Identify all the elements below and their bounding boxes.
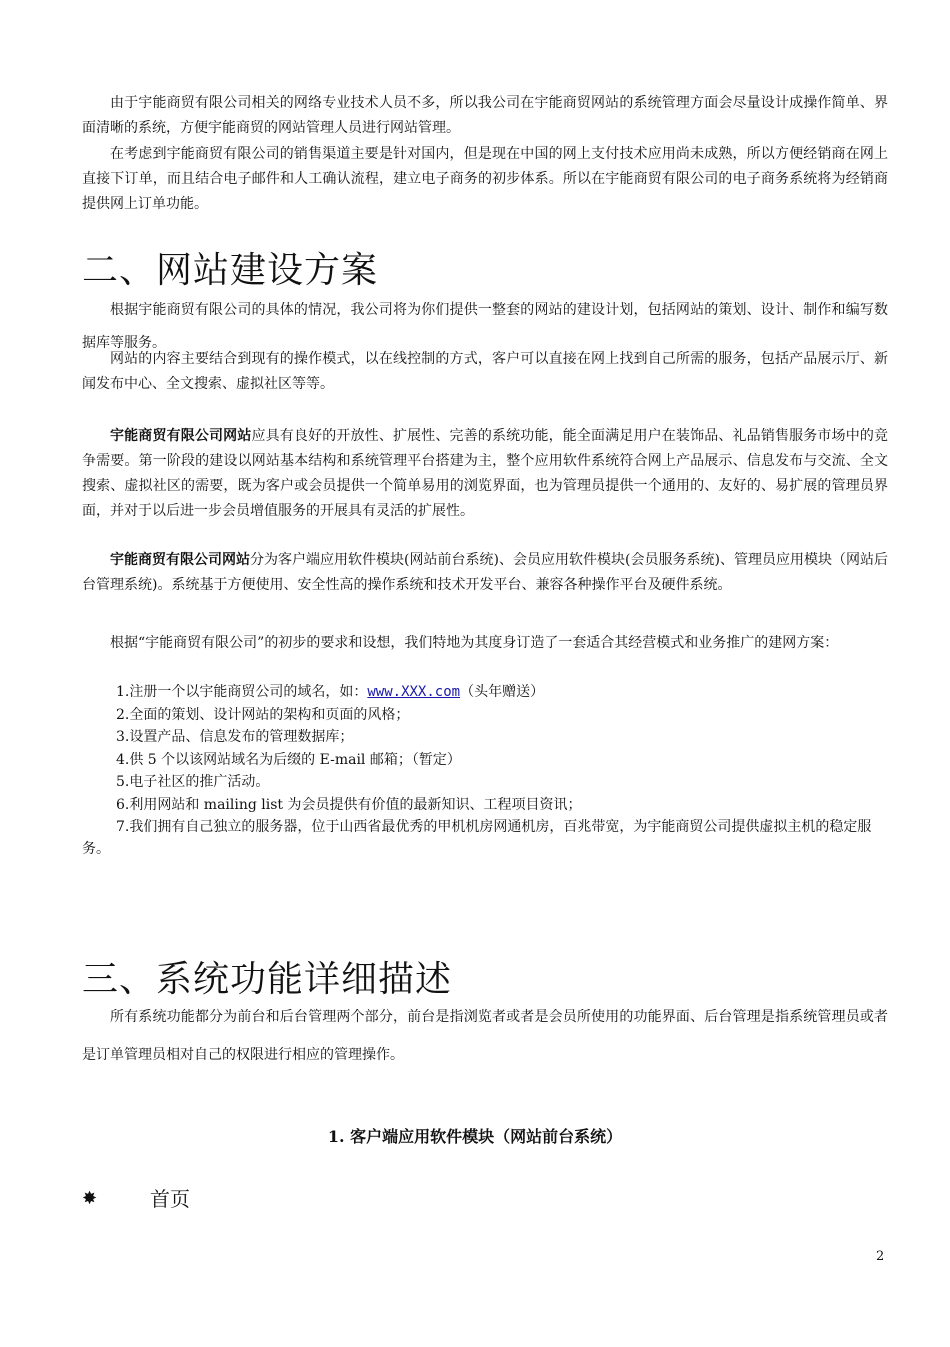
module-subheading: 1. 客户端应用软件模块（网站前台系统） [327, 1127, 623, 1146]
paragraph-4-body: 分为客户端应用软件模块(网站前台系统)、会员应用软件模块(会员服务系统)、管理员应用模块（网站后台管理系统)。系统基于方便使用、安全性高的操作系统和技术开发平台、兼容各种操作平台及硬件系统。 [82, 552, 888, 593]
plan-list-item-5: 5.电子社区的推广活动。 [116, 774, 270, 790]
plan-list-item-2: 2.全面的策划、设计网站的架构和页面的风格； [116, 707, 410, 723]
section-2-paragraph-5: 根据“宇能商贸有限公司”的初步的要求和设想，我们特地为其度身订造了一套适合其经营模式和业务推广的建网方案： [110, 635, 839, 651]
section-3-heading: 三、系统功能详细描述 [82, 959, 453, 1000]
list-item-1-note: （头年赠送） [460, 684, 545, 700]
intro-paragraph-2: 在考虑到宇能商贸有限公司的销售渠道主要是针对国内，但是现在中国的网上支付技术应用尚未成熟，所以方便经销商在网上直接下订单，而且结合电子邮件和人工确认流程，建立电子商务的初步体系。所以在宇能商贸有限公司的电子商务系统将为经销商提供网上订单功能。 [82, 146, 888, 212]
plan-list-item-4: 4.供 5 个以该网站域名为后缀的 E-mail 邮箱；（暂定） [116, 752, 461, 768]
section-2-paragraph-3 [82, 424, 888, 524]
section-3-paragraph-1: 所有系统功能都分为前台和后台管理两个部分，前台是指浏览者或者是会员所使用的功能界面、后台管理是指系统管理员或者是订单管理员相对自己的权限进行相应的管理操作。 [82, 1009, 888, 1063]
page-number: 2 [876, 1249, 885, 1264]
asterisk-bullet-icon: ✸ [82, 1188, 98, 1209]
plan-list-item-6: 6.利用网站和 mailing list 为会员提供有价值的最新知识、工程项目资讯； [116, 797, 582, 813]
plan-list-item-3: 3.设置产品、信息发布的管理数据库； [116, 729, 354, 745]
domain-example-link[interactable]: www.XXX.com [367, 684, 461, 700]
section-2-paragraph-1: 根据宇能商贸有限公司的具体的情况，我公司将为你们提供一整套的网站的建设计划，包括网站的策划、设计、制作和编写数据库等服务。 [82, 302, 888, 351]
company-website-name: 宇能商贸有限公司网站 [110, 552, 251, 568]
section-2-paragraph-2: 网站的内容主要结合到现有的操作模式，以在线控制的方式，客户可以直接在网上找到自己所需的服务，包括产品展示厅、新闻发布中心、全文搜索、虚拟社区等等。 [82, 351, 888, 392]
plan-list-item-1 [116, 681, 888, 703]
section-2-paragraph-4 [82, 548, 888, 598]
section-2-heading: 二、网站建设方案 [82, 250, 379, 291]
paragraph-3-body: 应具有良好的开放性、扩展性、完善的系统功能，能全面满足用户在装饰品、礼品销售服务市场中的竞争需要。第一阶段的建设以网站基本结构和系统管理平台搭建为主，整个应用软件系统符合网上产品展示、信息发布与交流、全文搜索、虚拟社区的需要，既为客户或会员提供一个简单易用的浏览界面，也为管理员提供一个通用的、友好的、易扩展的管理员界面，并对于以后进一步会员增值服务的开展具有灵活的扩展性。 [82, 428, 889, 519]
homepage-label: 首页 [150, 1187, 190, 1211]
plan-list-item-7: 7.我们拥有自己独立的服务器，位于山西省最优秀的甲机机房网通机房，百兆带宽，为宇能商贸公司提供虚拟主机的稳定服务。 [82, 819, 872, 857]
intro-paragraph-1: 由于宇能商贸有限公司相关的网络专业技术人员不多，所以我公司在宇能商贸网站的系统管理方面会尽量设计成操作简单、界面清晰的系统，方便宇能商贸的网站管理人员进行网站管理。 [82, 95, 888, 136]
company-website-name: 宇能商贸有限公司网站 [110, 428, 252, 444]
list-item-1-text: 1.注册一个以宇能商贸公司的域名，如： [116, 684, 368, 700]
